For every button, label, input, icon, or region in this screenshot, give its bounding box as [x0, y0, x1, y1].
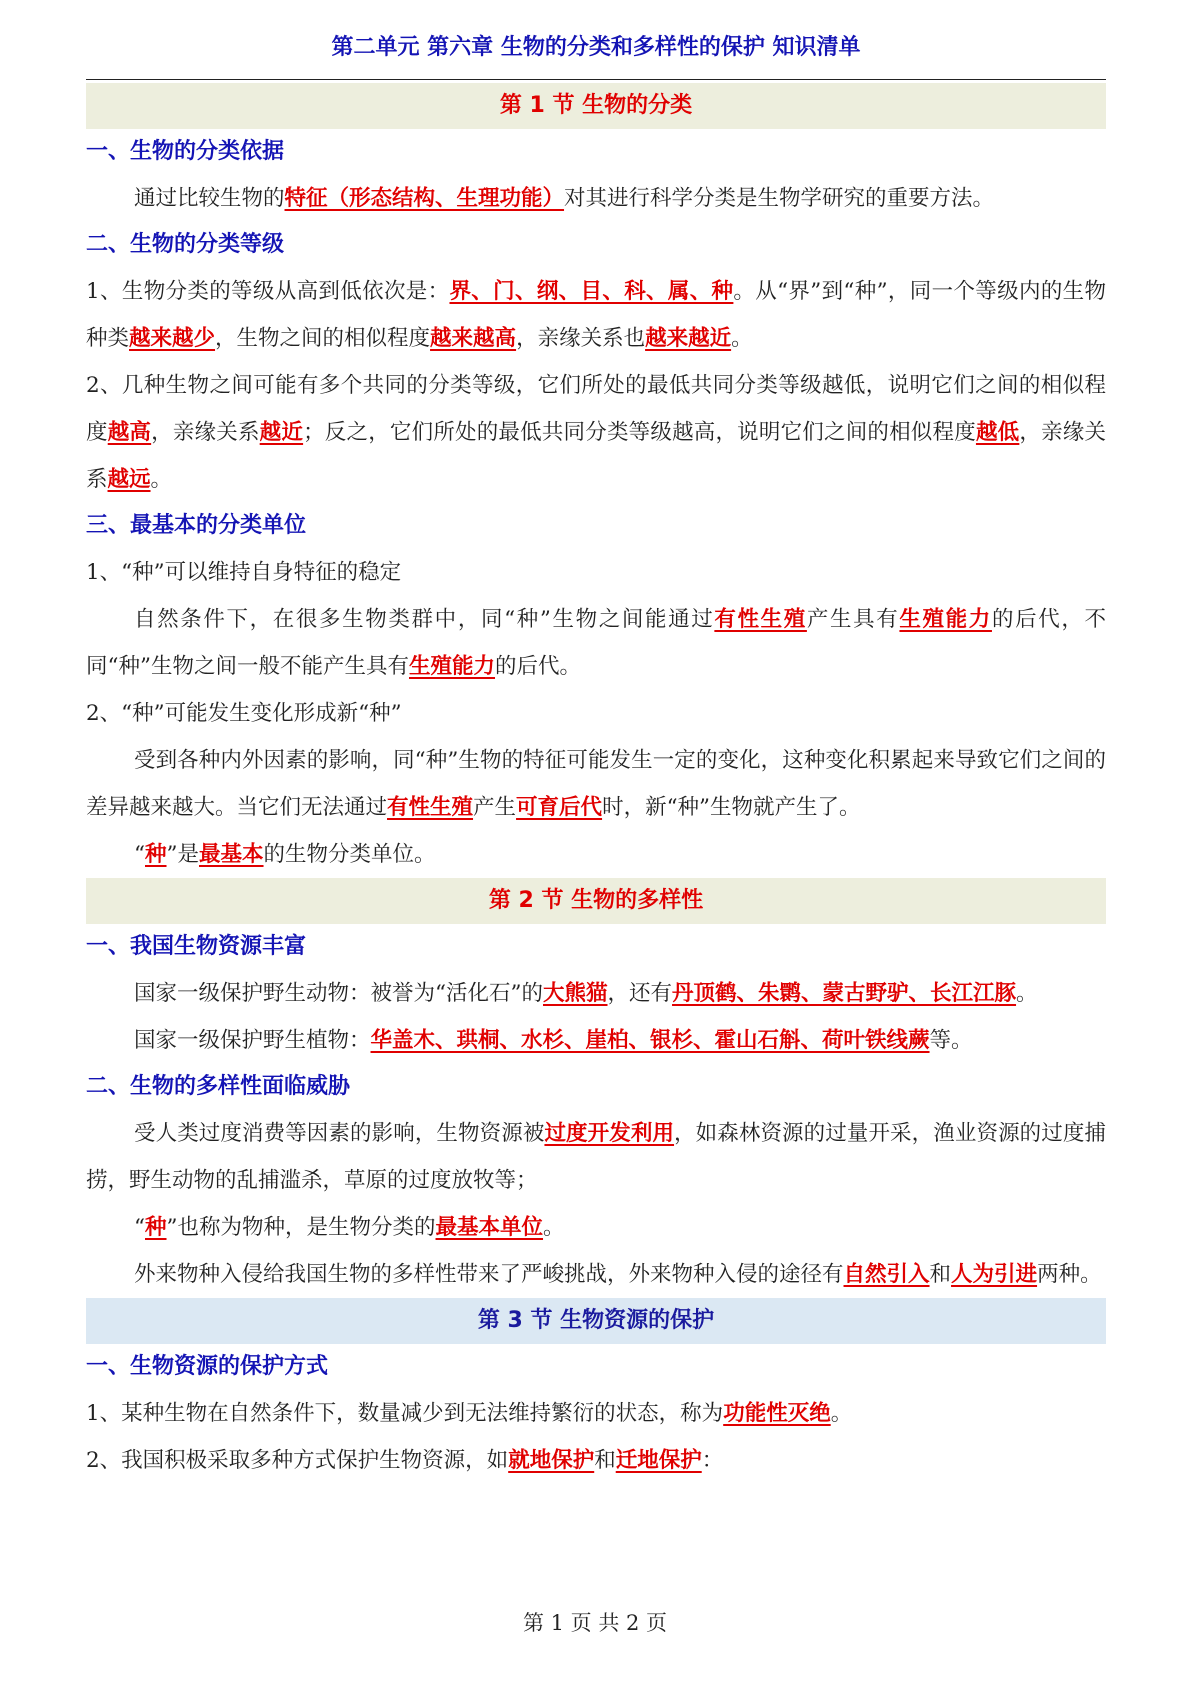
keyword: 丹顶鹤、朱鹮、蒙古野驴、长江江豚 — [672, 981, 1017, 1006]
section-2-band: 第 2 节 生物的多样性 — [86, 878, 1106, 924]
keyword: 大熊猫 — [543, 981, 608, 1006]
s1-heading-1: 一、生物的分类依据 — [86, 139, 285, 164]
s2-heading-2: 二、生物的多样性面临威胁 — [86, 1074, 351, 1099]
s2-paragraph-5: 外来物种入侵给我国生物的多样性带来了严峻挑战，外来物种入侵的途径有自然引入和人为引进两种。 — [134, 1262, 1102, 1287]
keyword: 界、门、纲、目、科、属、种 — [449, 279, 734, 304]
keyword: 就地保护 — [508, 1448, 595, 1473]
keyword: 人为引进 — [951, 1262, 1038, 1287]
keyword: 越低 — [975, 420, 1020, 445]
s2-heading-1: 一、我国生物资源丰富 — [86, 934, 307, 959]
keyword: 迁地保护 — [615, 1448, 702, 1473]
keyword: 自然引入 — [843, 1262, 930, 1287]
s2-paragraph-2: 国家一级保护野生植物：华盖木、珙桐、水杉、崖柏、银杉、霍山石斛、荷叶铁线蕨等。 — [134, 1028, 973, 1053]
keyword: 最基本单位 — [435, 1215, 544, 1240]
keyword: 越来越近 — [645, 326, 732, 351]
keyword: 可育后代 — [516, 795, 603, 820]
keyword: 功能性灭绝 — [723, 1401, 831, 1426]
s1-paragraph-4: 1、“种”可以维持自身特征的稳定 — [86, 560, 402, 585]
section-3-band: 第 3 节 生物资源的保护 — [86, 1298, 1106, 1344]
s1-paragraph-8: “种”是最基本的生物分类单位。 — [134, 842, 436, 867]
keyword: 有性生殖 — [714, 607, 807, 632]
s1-paragraph-7: 受到各种内外因素的影响，同“种”生物的特征可能发生一定的变化，这种变化积累起来导致它们之间的差异越来越大。当它们无法通过有性生殖产生可育后代时，新“种”生物就产生了。 — [86, 748, 1106, 820]
keyword: 华盖木、珙桐、水杉、崖柏、银杉、霍山石斛、荷叶铁线蕨 — [370, 1028, 930, 1053]
document-title: 第二单元 第六章 生物的分类和多样性的保护 知识清单 — [331, 35, 861, 60]
s2-paragraph-4: “种”也称为物种，是生物分类的最基本单位。 — [134, 1215, 565, 1240]
s3-paragraph-2: 2、我国积极采取多种方式保护生物资源，如就地保护和迁地保护： — [86, 1448, 724, 1473]
s1-paragraph-1: 通过比较生物的特征（形态结构、生理功能）对其进行科学分类是生物学研究的重要方法。 — [134, 186, 995, 211]
keyword: 过度开发利用 — [544, 1121, 675, 1146]
keyword: 越远 — [107, 467, 151, 492]
s1-paragraph-3: 2、几种生物之间可能有多个共同的分类等级，它们所处的最低共同分类等级越低，说明它们之间的相似程度越高，亲缘关系越近；反之，它们所处的最低共同分类等级越高，说明它们之间的相似程度越低，亲缘关系越远。 — [86, 373, 1106, 492]
s1-paragraph-5: 自然条件下，在很多生物类群中，同“种”生物之间能通过有性生殖产生具有生殖能力的后代，不同“种”生物之间一般不能产生具有生殖能力的后代。 — [86, 607, 1106, 679]
keyword: 种 — [145, 1215, 167, 1240]
document-body — [86, 83, 1106, 1484]
title-rule — [86, 79, 1106, 80]
s3-paragraph-1: 1、某种生物在自然条件下，数量减少到无法维持繁衍的状态，称为功能性灭绝。 — [86, 1401, 853, 1426]
keyword: 越来越高 — [430, 326, 517, 351]
keyword: 最基本 — [199, 842, 264, 867]
keyword: 特征（形态结构、生理功能） — [284, 186, 565, 211]
keyword: 生殖能力 — [409, 654, 496, 679]
keyword: 越高 — [107, 420, 152, 445]
s1-paragraph-6: 2、“种”可能发生变化形成新“种” — [86, 701, 402, 726]
keyword: 种 — [145, 842, 167, 867]
s1-heading-2: 二、生物的分类等级 — [86, 232, 285, 257]
keyword: 越近 — [259, 420, 304, 445]
keyword: 越来越少 — [129, 326, 216, 351]
section-1-band: 第 1 节 生物的分类 — [86, 83, 1106, 129]
page-footer: 第 1 页 共 2 页 — [522, 1611, 668, 1635]
s3-heading-1: 一、生物资源的保护方式 — [86, 1354, 329, 1379]
s2-paragraph-3: 受人类过度消费等因素的影响，生物资源被过度开发利用，如森林资源的过量开采，渔业资源的过度捕捞，野生动物的乱捕滥杀，草原的过度放牧等； — [86, 1121, 1106, 1193]
s1-heading-3: 三、最基本的分类单位 — [86, 513, 307, 538]
keyword: 有性生殖 — [387, 795, 474, 820]
s1-paragraph-2: 1、生物分类的等级从高到低依次是：界、门、纲、目、科、属、种。从“界”到“种”，同一个等级内的生物种类越来越少，生物之间的相似程度越来越高，亲缘关系也越来越近。 — [86, 279, 1106, 351]
s2-paragraph-1: 国家一级保护野生动物：被誉为“活化石”的大熊猫，还有丹顶鹤、朱鹮、蒙古野驴、长江江豚。 — [134, 981, 1038, 1006]
keyword: 生殖能力 — [899, 607, 992, 632]
